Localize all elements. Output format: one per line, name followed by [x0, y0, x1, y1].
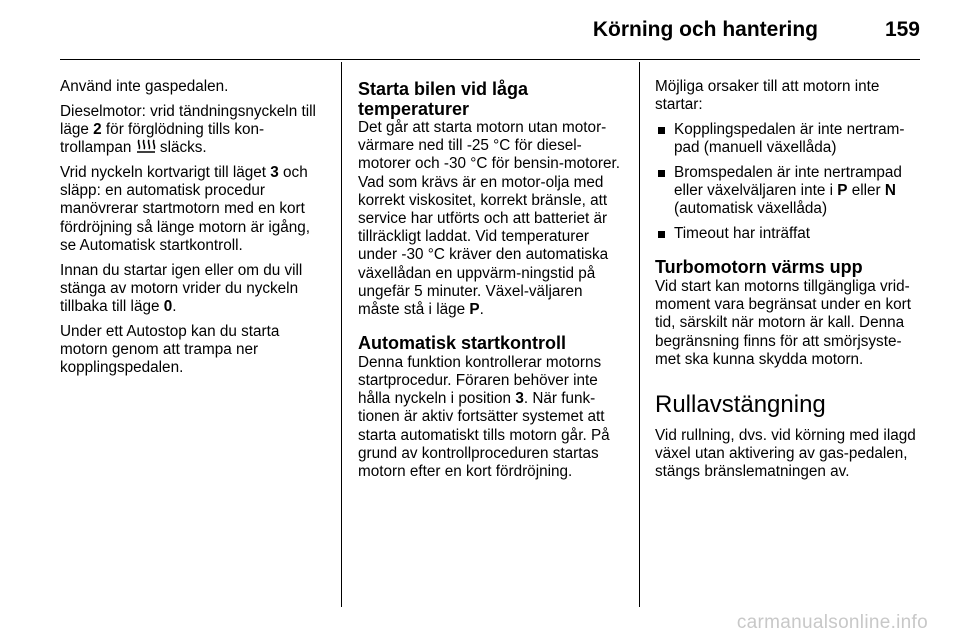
page-number: 159	[884, 18, 920, 41]
page-header-title: Körning och hantering	[592, 18, 818, 41]
heading-auto-start-control: Automatisk startkontroll	[358, 333, 567, 354]
column-2	[358, 80, 624, 488]
paragraph-no-gas: Använd inte gaspedalen.	[60, 78, 229, 95]
paragraph-fuel-cut: Vid rullning, dvs. vid körning med ilagd växel utan aktivering av gas-pedalen, stängs bränslematningen av.	[655, 426, 916, 481]
list-item: Timeout har inträffat	[655, 225, 923, 243]
column-1	[60, 78, 330, 384]
column-3	[655, 78, 923, 488]
paragraph-restart: Innan du startar igen eller om du vill stänga av motorn vrider du nyckeln tillbaka till läge 0.	[60, 261, 303, 316]
paragraph-causes-intro: Möjliga orsaker till att motorn inte startar:	[655, 78, 880, 114]
paragraph-key-position-3: Vrid nyckeln kortvarigt till läget 3 och släpp: en automatisk procedur manövrerar startmotorn med en kort fördröjning så länge motorn är igång, se Automatisk startkontroll.	[60, 164, 311, 254]
glow-plug-icon	[136, 139, 156, 153]
causes-list	[655, 121, 923, 243]
paragraph-cold-start: Det går att starta motorn utan motor-värmare ned till -25 °C för diesel-motorer och -30 °C för bensin-motorer. Vad som krävs är en motor-olja med korrekt viskositet, korrekt bränsle, att service har utförts och att batteriet är tillräckligt laddat. Vid temperaturer under -30 °C kräver den automatiska växellådan en uppvärm-ningstid på ungefär 5 minuter. Växel-väljaren måste stå i läge P.	[358, 119, 621, 319]
paragraph-diesel-preglow: Dieselmotor: vrid tändningsnyckeln till läge 2 för förglödning tills kon-trollampan släcks.	[60, 102, 316, 157]
column-divider-1	[341, 62, 342, 607]
heading-cold-start: Starta bilen vid låga temperaturer	[358, 79, 529, 119]
heading-fuel-cut: Rullavstängning	[655, 390, 826, 418]
paragraph-turbo-warmup: Vid start kan motorns tillgängliga vrid-moment vara begränsat under en kort tid, särskilt när motorn är kall. Denna begränsning finns för att smörjsyste-met ska kunna skydda motorn.	[655, 277, 911, 368]
paragraph-auto-start-control: Denna funktion kontrollerar motorns startprocedur. Föraren behöver inte hålla nyckeln i position 3. När funk-tionen är aktiv fortsätter systemet att starta automatiskt tills motorn går. På grund av kontrollproceduren startas motorn efter en kort fördröjning.	[358, 353, 610, 480]
watermark: carmanualsonline.info	[736, 612, 928, 633]
list-item: Kopplingspedalen är inte nertram-pad (manuell växellåda)	[655, 121, 923, 157]
column-divider-2	[639, 62, 640, 607]
header-divider	[60, 59, 920, 60]
heading-turbo-warmup: Turbomotorn värms upp	[655, 257, 863, 278]
list-item: Bromspedalen är inte nertrampad eller växelväljaren inte i P eller N (automatisk växellåda)	[655, 164, 923, 219]
paragraph-autostop: Under ett Autostop kan du starta motorn genom att trampa ner kopplingspedalen.	[60, 322, 280, 377]
